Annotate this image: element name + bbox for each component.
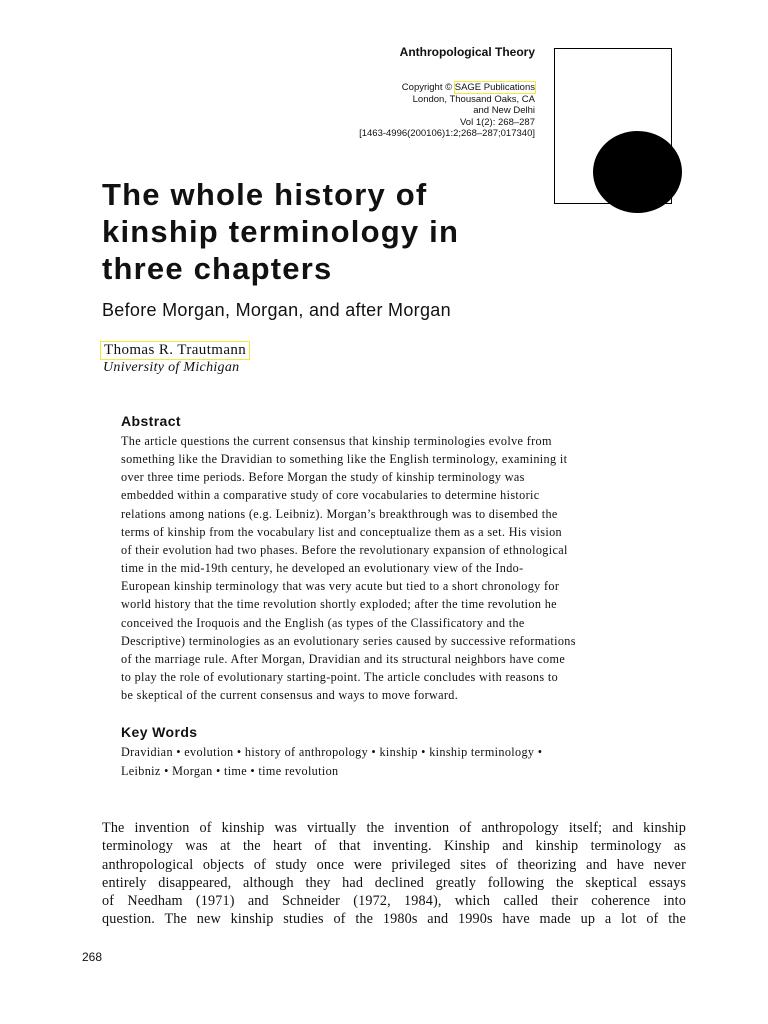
body-line: entirely disappeared, although they had declined greatly following the skeptical essays: [102, 874, 686, 891]
keywords-list: [121, 743, 542, 780]
body-line: terminology was at the heart of that inventing. Kinship and kinship terminology as: [102, 838, 686, 855]
author-name: Thomas R. Trautmann: [100, 341, 250, 360]
copyright-line: [359, 82, 535, 94]
abstract-line: be skeptical of the current consensus and ways to move forward.: [121, 688, 459, 703]
title-line: The whole history of: [102, 177, 428, 212]
publisher-location-2: and New Delhi: [473, 105, 535, 116]
abstract-line: over three time periods. Before Morgan the study of kinship terminology was: [121, 470, 525, 485]
page-number: 268: [82, 950, 103, 964]
abstract-line: conceived the Iroquois and the English (as types of the Classificatory and the: [121, 615, 525, 630]
publisher-location-1: London, Thousand Oaks, CA: [412, 93, 535, 105]
abstract-line: of their evolution had two phases. Before the revolutionary expansion of ethnological: [121, 542, 568, 557]
title-line: kinship terminology in: [102, 214, 460, 249]
body-line: of Needham (1971) and Schneider (1972, 1984), which called their coherence into: [102, 893, 686, 910]
abstract-heading: Abstract: [121, 413, 181, 429]
abstract-line: terms of kinship from the vocabulary list and conceptualize them as a set. His vision: [121, 524, 562, 539]
body-line: anthropological objects of study once were privileged sites of theorizing and have never: [102, 856, 686, 873]
abstract-line: relations among nations (e.g. Leibniz). Morgan’s breakthrough was to disembed the: [121, 506, 558, 521]
journal-name: Anthropological Theory: [399, 45, 535, 59]
abstract-line: European kinship terminology that was very acute but tied to a short chronology for: [121, 579, 560, 594]
abstract-line: something like the Dravidian to something like the English terminology, examining it: [121, 452, 568, 467]
abstract-line: The article questions the current consensus that kinship terminologies evolve from: [121, 434, 552, 448]
copyright-block: [359, 82, 535, 140]
abstract-body: [121, 432, 651, 704]
author-affiliation: University of Michigan: [103, 360, 240, 375]
abstract-line: embedded within a comparative study of core vocabularies to determine historic: [121, 488, 540, 503]
body-line: The invention of kinship was virtually the invention of anthropology itself; and kinship: [102, 820, 686, 836]
publisher-name: SAGE Publications: [454, 82, 535, 93]
keywords-heading: Key Words: [121, 724, 198, 740]
abstract-line: Descriptive) terminologies as an evolutionary series caused by successive reformations: [121, 633, 576, 648]
journal-logo-circle: [593, 131, 682, 213]
abstract-line: to play the role of evolutionary starting-point. The article concludes with reasons to: [121, 670, 559, 685]
keywords-line: Dravidian • evolution • history of anthropology • kinship • kinship terminology •: [121, 745, 543, 759]
article-identifier: [1463-4996(200106)1:2;268–287;017340]: [359, 128, 535, 139]
body-paragraph: [102, 819, 686, 929]
keywords-line: Leibniz • Morgan • time • time revolution: [121, 763, 339, 778]
abstract-line: of the marriage rule. After Morgan, Dravidian and its structural neighbors have come: [121, 651, 566, 666]
body-line: question. The new kinship studies of the 1980s and 1990s have made up a lot of the: [102, 911, 686, 928]
copyright-prefix: Copyright ©: [401, 82, 455, 93]
article-title: [102, 176, 562, 287]
volume-info: Vol 1(2): 268–287: [459, 116, 535, 128]
abstract-line: world history that the time revolution shortly exploded; after the time revolution he: [121, 597, 557, 612]
article-subtitle: Before Morgan, Morgan, and after Morgan: [102, 300, 451, 320]
title-line: three chapters: [102, 251, 333, 286]
abstract-line: time in the mid-19th century, he developed an evolutionary view of the Indo-: [121, 561, 524, 576]
